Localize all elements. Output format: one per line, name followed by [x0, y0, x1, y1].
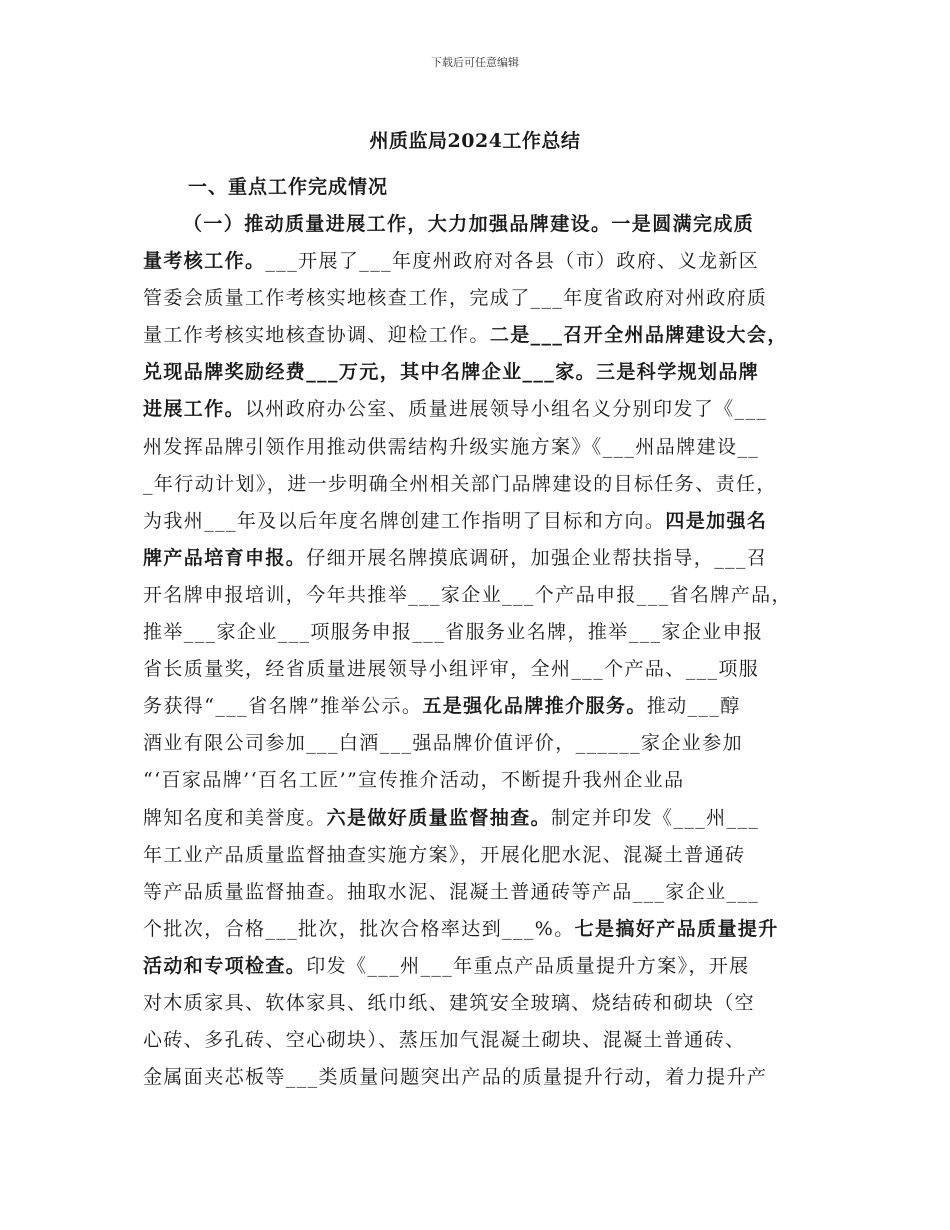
text-run: 推举___家企业___项服务申报___省服务业名牌，推举___家企业申报: [143, 621, 764, 644]
paragraph-line: [143, 614, 811, 651]
header-note: 下载后可任意编辑: [431, 56, 519, 69]
text-run: 仔细开展名牌摸底调研，加强企业帮扶指导，___召: [306, 546, 768, 569]
paragraph-line: [143, 354, 811, 391]
bold-text-run: 二是___召开全州品牌建设大会，: [489, 324, 788, 347]
text-run: 开名牌申报培训，今年共推举___家企业___个产品申报___省名牌产品，: [143, 583, 792, 606]
text-run: 推动___醇: [646, 695, 741, 718]
paragraph-line: [143, 688, 811, 725]
bold-text-run: 进展工作。: [143, 398, 246, 421]
bold-text-run: 七是搞好产品质量提升: [574, 917, 779, 940]
paragraph-line: [143, 280, 811, 317]
paragraph-line: [143, 948, 811, 985]
paragraph-line: [143, 317, 811, 354]
paragraph-line: [143, 911, 811, 948]
text-run: 印发《___州___年重点产品质量提升方案》，开展: [306, 954, 750, 977]
paragraph-line: [143, 800, 811, 837]
paragraph-line: [143, 1059, 811, 1096]
text-run: 年工业产品质量监督抽查实施方案》，开展化肥水泥、混凝土普通砖: [143, 843, 746, 866]
text-run: 量工作考核实地核查协调、迎检工作。: [143, 324, 490, 347]
document-title: 州质监局2024工作总结: [369, 130, 581, 152]
paragraph-line: [143, 391, 811, 428]
body-paragraph: [143, 206, 811, 1096]
text-run: 酒业有限公司参加___白酒___强品牌价值评价，______家企业参加: [143, 732, 744, 755]
bold-text-run: 五是强化品牌推介服务。: [422, 695, 647, 718]
text-run: 牌知名度和美誉度。: [143, 806, 327, 829]
bold-text-run: （一）推动质量进展工作，大力加强品牌建设。一是圆满完成质: [183, 213, 755, 235]
bold-text-run: 牌产品培育申报。: [143, 546, 307, 569]
paragraph-line: [143, 725, 811, 762]
text-run: 对木质家具、软体家具、纸巾纸、建筑安全玻璃、烧结砖和砌块（空: [143, 991, 756, 1014]
paragraph-line: [143, 651, 811, 688]
text-run: 为我州___年及以后年度名牌创建工作指明了目标和方向。: [143, 509, 666, 532]
bold-text-run: 六是做好质量监督抽查。: [326, 806, 552, 829]
text-run: 个批次，合格___批次，批次合格率达到___%。: [143, 917, 575, 940]
text-run: 金属面夹芯板等___类质量问题突出产品的质量提升行动，着力提升产: [143, 1066, 768, 1089]
text-run: _年行动计划》，进一步明确全州相关部门品牌建设的目标任务、责任，: [143, 472, 777, 495]
paragraph-line: [143, 429, 811, 466]
paragraph-line: [143, 206, 811, 243]
paragraph-line: [143, 466, 811, 503]
text-run: 等产品质量监督抽查。抽取水泥、混凝土普通砖等产品___家企业___: [143, 880, 760, 903]
bold-text-run: 活动和专项检查。: [143, 954, 307, 977]
text-run: 心砖、多孔砖、空心砌块）、蒸压加气混凝土砌块、混凝土普通砖、: [143, 1029, 746, 1052]
paragraph-line: [143, 540, 811, 577]
text-run: 州发挥品牌引领作用推动供需结构升级实施方案》《___州品牌建设__: [143, 435, 760, 458]
bold-text-run: 量考核工作。: [143, 250, 266, 273]
text-run: 制定并印发《___州___: [551, 806, 760, 829]
paragraph-line: [143, 503, 811, 540]
paragraph-line: [143, 577, 811, 614]
text-run: ___开展了___年度州政府对各县（市）政府、义龙新区: [265, 250, 760, 273]
paragraph-line: [143, 874, 811, 911]
text-run: 省长质量奖，经省质量进展领导小组评审，全州___个产品、___项服: [143, 658, 760, 681]
section-heading: 一、重点工作完成情况: [188, 176, 389, 198]
paragraph-line: [143, 762, 811, 799]
paragraph-line: [143, 243, 811, 280]
text-run: 务获得“___省名牌”推举公示。: [143, 695, 423, 718]
text-run: “‘百家品牌’‘百名工匠’”宣传推介活动，不断提升我州企业品: [143, 769, 685, 792]
bold-text-run: 兑现品牌奖励经费___万元，其中名牌企业___家。三是科学规划品牌: [143, 361, 760, 384]
text-run: 以州政府办公室、质量进展领导小组名义分别印发了《___: [245, 398, 768, 421]
paragraph-line: [143, 985, 811, 1022]
text-run: 管委会质量工作考核实地核查工作，完成了___年度省政府对州政府质: [143, 287, 768, 310]
bold-text-run: 四是加强名: [665, 509, 768, 532]
paragraph-line: [143, 1022, 811, 1059]
paragraph-line: [143, 837, 811, 874]
